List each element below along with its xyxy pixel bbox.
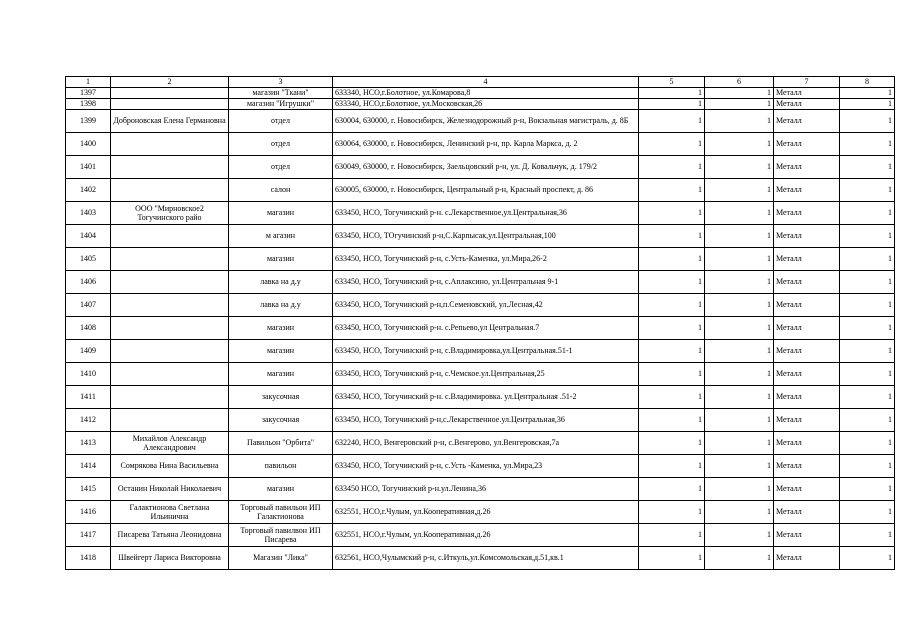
material-cell: Металл (774, 110, 840, 133)
address-cell: 632551, НСО,г.Чулым, ул.Кооперативная,д.26 (333, 524, 639, 547)
col5-cell: 1 (639, 317, 705, 340)
col5-cell: 1 (639, 88, 705, 99)
row-number-cell: 1397 (66, 88, 111, 99)
col8-cell: 1 (840, 340, 895, 363)
col5-cell: 1 (639, 179, 705, 202)
address-cell: 630049, 630000, г. Новосибирск, Заельцовский р-н, ул. Д. Ковальчук, д. 179/2 (333, 156, 639, 179)
col6-cell: 1 (705, 225, 774, 248)
col6-cell: 1 (705, 432, 774, 455)
material-cell: Металл (774, 99, 840, 110)
table-body (66, 77, 895, 570)
object-type-cell: Торговый павильон ИП Галактионова (229, 501, 333, 524)
object-type-cell: магазин "Ткани" (229, 88, 333, 99)
owner-cell (111, 363, 229, 386)
table-row (66, 501, 895, 524)
col5-cell: 1 (639, 340, 705, 363)
address-cell: 632551, НСО,г.Чулым, ул.Кооперативная,д.26 (333, 501, 639, 524)
address-cell: 633450, НСО, Тогучинский р-н,п.Семеновский, ул.Лесная,42 (333, 294, 639, 317)
row-number-cell: 1411 (66, 386, 111, 409)
col8-cell: 1 (840, 202, 895, 225)
col6-cell: 1 (705, 294, 774, 317)
object-type-cell: магазин (229, 340, 333, 363)
col8-cell: 1 (840, 133, 895, 156)
owner-cell (111, 179, 229, 202)
object-type-cell: лавка на д.у (229, 294, 333, 317)
header-cell: 6 (705, 77, 774, 88)
col6-cell: 1 (705, 133, 774, 156)
row-number-cell: 1399 (66, 110, 111, 133)
col6-cell: 1 (705, 271, 774, 294)
owner-cell (111, 225, 229, 248)
owner-cell: Писарева Татьяна Леонидовна (111, 524, 229, 547)
object-type-cell: м агазин (229, 225, 333, 248)
row-number-cell: 1409 (66, 340, 111, 363)
address-cell: 633450, НСО, Тогучинский р-н, с.Усть -Каменка, ул.Мира,23 (333, 455, 639, 478)
table-row (66, 432, 895, 455)
col8-cell: 1 (840, 478, 895, 501)
col5-cell: 1 (639, 501, 705, 524)
owner-cell (111, 133, 229, 156)
col6-cell: 1 (705, 363, 774, 386)
table-row (66, 248, 895, 271)
table-row (66, 478, 895, 501)
col6-cell: 1 (705, 409, 774, 432)
registry-table (65, 76, 895, 570)
table-row (66, 225, 895, 248)
row-number-cell: 1408 (66, 317, 111, 340)
row-number-cell: 1405 (66, 248, 111, 271)
object-type-cell: павильон (229, 455, 333, 478)
row-number-cell: 1417 (66, 524, 111, 547)
owner-cell (111, 88, 229, 99)
material-cell: Металл (774, 317, 840, 340)
col5-cell: 1 (639, 99, 705, 110)
row-number-cell: 1398 (66, 99, 111, 110)
col8-cell: 1 (840, 409, 895, 432)
object-type-cell: салон (229, 179, 333, 202)
material-cell: Металл (774, 363, 840, 386)
col5-cell: 1 (639, 294, 705, 317)
col8-cell: 1 (840, 363, 895, 386)
table-row (66, 409, 895, 432)
object-type-cell: Магазин "Лика" (229, 547, 333, 570)
material-cell: Металл (774, 409, 840, 432)
col8-cell: 1 (840, 455, 895, 478)
owner-cell (111, 340, 229, 363)
owner-cell: Сомрякова Нина Васильевна (111, 455, 229, 478)
address-cell: 633450, НСО, Тогучинский р-н. с.Владимировка. ул.Центральная .51-2 (333, 386, 639, 409)
col5-cell: 1 (639, 225, 705, 248)
address-cell: 630064, 630000, г. Новосибирск, Ленинский р-н, пр. Карла Маркса, д. 2 (333, 133, 639, 156)
col5-cell: 1 (639, 547, 705, 570)
table-row (66, 386, 895, 409)
address-cell: 632240, НСО, Венгеровский р-н, с.Венгерово, ул.Венгеровская,7а (333, 432, 639, 455)
col6-cell: 1 (705, 455, 774, 478)
row-number-cell: 1406 (66, 271, 111, 294)
col6-cell: 1 (705, 156, 774, 179)
col5-cell: 1 (639, 524, 705, 547)
row-number-cell: 1402 (66, 179, 111, 202)
owner-cell (111, 248, 229, 271)
owner-cell: ООО "Мирновское2 Тогучинского райо (111, 202, 229, 225)
material-cell: Металл (774, 524, 840, 547)
row-number-cell: 1404 (66, 225, 111, 248)
col8-cell: 1 (840, 271, 895, 294)
header-cell: 2 (111, 77, 229, 88)
address-cell: 633450, НСО, Тогучинский р-н. с.Лекарственное,ул.Центральная,36 (333, 202, 639, 225)
address-cell: 633450, НСО, Тогучинский р-н,с.Лекарственное.ул.Центральная,36 (333, 409, 639, 432)
col5-cell: 1 (639, 110, 705, 133)
row-number-cell: 1407 (66, 294, 111, 317)
row-number-cell: 1413 (66, 432, 111, 455)
material-cell: Металл (774, 547, 840, 570)
object-type-cell: магазин (229, 317, 333, 340)
material-cell: Металл (774, 202, 840, 225)
table-row (66, 271, 895, 294)
header-cell: 8 (840, 77, 895, 88)
owner-cell: Останин Николай Николаевич (111, 478, 229, 501)
header-cell: 1 (66, 77, 111, 88)
owner-cell (111, 156, 229, 179)
material-cell: Металл (774, 386, 840, 409)
table-row (66, 156, 895, 179)
material-cell: Металл (774, 156, 840, 179)
address-cell: 630005, 630000, г. Новосибирск, Центральный р-н, Красный проспект, д. 86 (333, 179, 639, 202)
col5-cell: 1 (639, 409, 705, 432)
address-cell: 633450, НСО, Тогучинский р-н, с.Чемское.ул.Центральная,25 (333, 363, 639, 386)
address-cell: 630004, 630000, г. Новосибирск, Железнодорожный р-н, Вокзальная магистраль, д. 8Б (333, 110, 639, 133)
object-type-cell: закусочная (229, 386, 333, 409)
material-cell: Металл (774, 225, 840, 248)
object-type-cell: магазин "Игрушки" (229, 99, 333, 110)
col5-cell: 1 (639, 455, 705, 478)
col8-cell: 1 (840, 317, 895, 340)
col6-cell: 1 (705, 317, 774, 340)
col8-cell: 1 (840, 88, 895, 99)
col8-cell: 1 (840, 524, 895, 547)
material-cell: Металл (774, 133, 840, 156)
table-row (66, 363, 895, 386)
object-type-cell: магазин (229, 202, 333, 225)
col5-cell: 1 (639, 202, 705, 225)
material-cell: Металл (774, 248, 840, 271)
owner-cell (111, 271, 229, 294)
owner-cell (111, 99, 229, 110)
col6-cell: 1 (705, 110, 774, 133)
row-number-cell: 1403 (66, 202, 111, 225)
address-cell: 633450, НСО, Тогучинский р-н, с.Аплаксино, ул.Центральная 9-1 (333, 271, 639, 294)
col8-cell: 1 (840, 156, 895, 179)
table-row (66, 340, 895, 363)
col5-cell: 1 (639, 271, 705, 294)
col5-cell: 1 (639, 432, 705, 455)
object-type-cell: отдел (229, 156, 333, 179)
row-number-cell: 1414 (66, 455, 111, 478)
col5-cell: 1 (639, 363, 705, 386)
owner-cell: Галактионова Светлана Ильинична (111, 501, 229, 524)
owner-cell: Михайлов Александр Александрович (111, 432, 229, 455)
object-type-cell: Торговый павилвон ИП Писарева (229, 524, 333, 547)
object-type-cell: лавка на д.у (229, 271, 333, 294)
col5-cell: 1 (639, 478, 705, 501)
object-type-cell: закусочная (229, 409, 333, 432)
material-cell: Металл (774, 271, 840, 294)
col8-cell: 1 (840, 225, 895, 248)
col8-cell: 1 (840, 179, 895, 202)
row-number-cell: 1400 (66, 133, 111, 156)
col8-cell: 1 (840, 386, 895, 409)
table-row (66, 455, 895, 478)
col8-cell: 1 (840, 547, 895, 570)
col8-cell: 1 (840, 501, 895, 524)
owner-cell (111, 317, 229, 340)
material-cell: Металл (774, 432, 840, 455)
col6-cell: 1 (705, 501, 774, 524)
col6-cell: 1 (705, 386, 774, 409)
material-cell: Металл (774, 478, 840, 501)
address-cell: 633340, НСО,г.Болотное, ул.Комарова,8 (333, 88, 639, 99)
address-cell: 632561, НСО,Чулымский р-н, с.Иткуль,ул.Комсомольская,д.51,кв.1 (333, 547, 639, 570)
object-type-cell: отдел (229, 110, 333, 133)
col5-cell: 1 (639, 156, 705, 179)
owner-cell (111, 409, 229, 432)
table-row (66, 202, 895, 225)
col6-cell: 1 (705, 202, 774, 225)
table-row (66, 547, 895, 570)
col6-cell: 1 (705, 478, 774, 501)
owner-cell (111, 294, 229, 317)
object-type-cell: Павильон "Орбита" (229, 432, 333, 455)
address-cell: 633450 НСО, Тогучинский р-н.ул.Ленина,36 (333, 478, 639, 501)
col8-cell: 1 (840, 432, 895, 455)
col6-cell: 1 (705, 88, 774, 99)
header-cell: 7 (774, 77, 840, 88)
address-cell: 633450, НСО, Тогучинский р-н. с.Репьево,ул Центральная.7 (333, 317, 639, 340)
object-type-cell: магазин (229, 363, 333, 386)
col8-cell: 1 (840, 110, 895, 133)
table-row (66, 99, 895, 110)
table-row (66, 294, 895, 317)
table-row (66, 317, 895, 340)
object-type-cell: магазин (229, 248, 333, 271)
row-number-cell: 1412 (66, 409, 111, 432)
address-cell: 633450, НСО, ТОгучинский р-н,С.Карпысак,ул.Центральная,100 (333, 225, 639, 248)
owner-cell: Доброновская Елена Германовна (111, 110, 229, 133)
col6-cell: 1 (705, 547, 774, 570)
col8-cell: 1 (840, 99, 895, 110)
col8-cell: 1 (840, 248, 895, 271)
owner-cell: Швейгерт Лариса Викторовна (111, 547, 229, 570)
object-type-cell: отдел (229, 133, 333, 156)
col5-cell: 1 (639, 133, 705, 156)
row-number-cell: 1415 (66, 478, 111, 501)
row-number-cell: 1410 (66, 363, 111, 386)
header-cell: 5 (639, 77, 705, 88)
table-row (66, 524, 895, 547)
material-cell: Металл (774, 340, 840, 363)
owner-cell (111, 386, 229, 409)
material-cell: Металл (774, 88, 840, 99)
col5-cell: 1 (639, 248, 705, 271)
col5-cell: 1 (639, 386, 705, 409)
col6-cell: 1 (705, 340, 774, 363)
material-cell: Металл (774, 294, 840, 317)
material-cell: Металл (774, 179, 840, 202)
col6-cell: 1 (705, 179, 774, 202)
row-number-cell: 1401 (66, 156, 111, 179)
object-type-cell: магазин (229, 478, 333, 501)
col6-cell: 1 (705, 248, 774, 271)
header-row (66, 77, 895, 88)
address-cell: 633450, НСО, Тогучинский р-н, с.Усть-Каменка, ул.Мира,26-2 (333, 248, 639, 271)
address-cell: 633450, НСО, Тогучинский р-н, с.Владимировка,ул.Центральная.51-1 (333, 340, 639, 363)
material-cell: Металл (774, 501, 840, 524)
material-cell: Металл (774, 455, 840, 478)
col6-cell: 1 (705, 99, 774, 110)
address-cell: 633340, НСО,г.Болотное, ул.Московская,26 (333, 99, 639, 110)
header-cell: 4 (333, 77, 639, 88)
row-number-cell: 1416 (66, 501, 111, 524)
col6-cell: 1 (705, 524, 774, 547)
header-cell: 3 (229, 77, 333, 88)
row-number-cell: 1418 (66, 547, 111, 570)
table-row (66, 88, 895, 99)
col8-cell: 1 (840, 294, 895, 317)
table-row (66, 133, 895, 156)
table-row (66, 110, 895, 133)
table-row (66, 179, 895, 202)
